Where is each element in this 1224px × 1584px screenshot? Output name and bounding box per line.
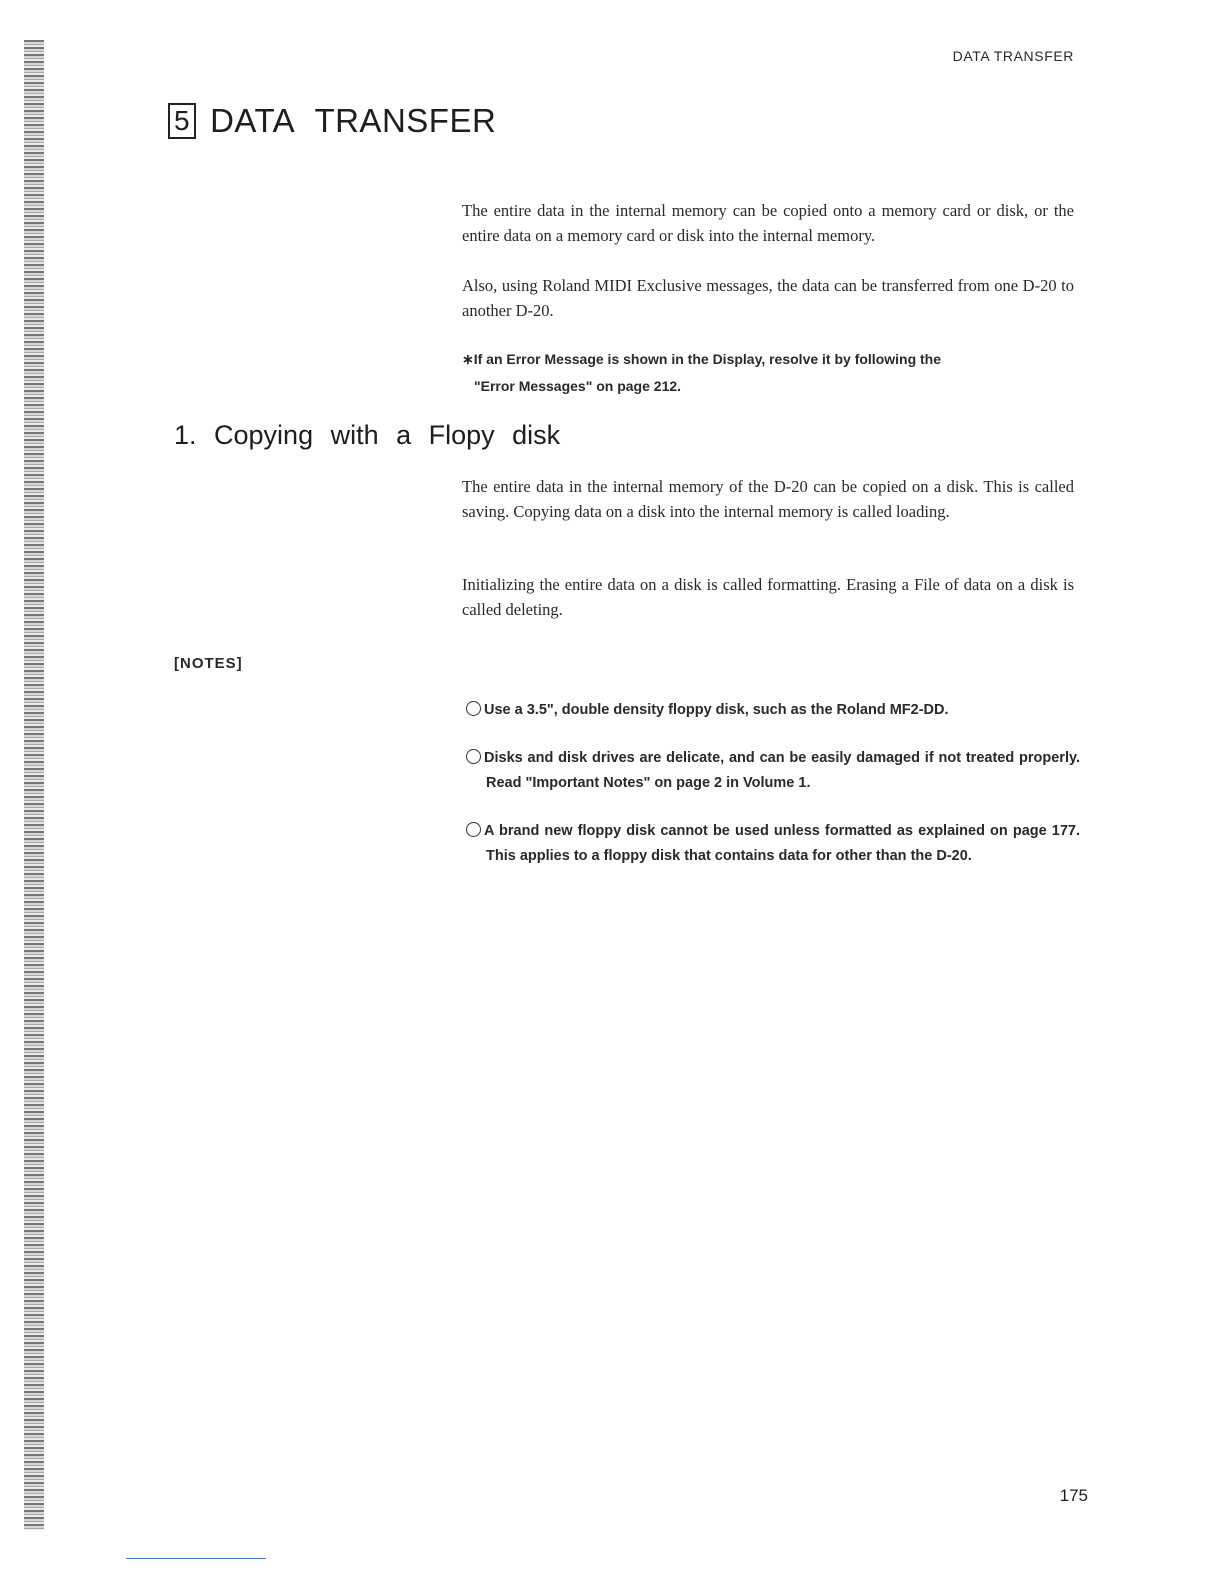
note-item-text: Disks and disk drives are delicate, and can be easily damaged if not treated properly. Read "Important Notes" on page 2 in Volume 1.	[484, 750, 1080, 791]
notes-label: [NOTES]	[174, 655, 243, 672]
footer-rule	[126, 1558, 266, 1559]
running-header: DATA TRANSFER	[952, 48, 1074, 64]
intro-paragraph-1: The entire data in the internal memory can be copied onto a memory card or disk, or the entire data on a memory card or disk into the internal memory.	[462, 201, 1074, 245]
error-note-line-1: ∗If an Error Message is shown in the Display, resolve it by following the	[462, 351, 942, 367]
chapter-title-text: DATA TRANSFER	[210, 102, 497, 139]
error-note-line-2: "Error Messages" on page 212.	[474, 378, 682, 394]
note-item-text: A brand new floppy disk cannot be used unless formatted as explained on page 177. This applies to a floppy disk that contains data for other than the D-20.	[484, 823, 1080, 864]
section-title: 1. Copying with a Flopy disk	[174, 420, 561, 450]
section-paragraph-1: The entire data in the internal memory of the D-20 can be copied on a disk. This is called saving. Copying data on a disk into the internal memory is called loading.	[462, 477, 1074, 521]
chapter-title	[168, 102, 496, 140]
chapter-number-box: 5	[168, 103, 196, 139]
circle-bullet-icon	[466, 701, 481, 716]
circle-bullet-icon	[466, 749, 481, 764]
scan-binding-edge	[24, 40, 44, 1530]
error-message-note	[462, 346, 1074, 400]
page-number: 175	[1059, 1486, 1088, 1505]
note-item	[466, 819, 1080, 869]
note-item-text: Use a 3.5", double density floppy disk, such as the Roland MF2-DD.	[484, 702, 949, 718]
note-item	[466, 698, 1080, 723]
section-paragraph-2: Initializing the entire data on a disk is called formatting. Erasing a File of data on a disk is called deleting.	[462, 575, 1074, 619]
intro-paragraph-2: Also, using Roland MIDI Exclusive messages, the data can be transferred from one D-20 to another D-20.	[462, 276, 1074, 320]
notes-list	[466, 698, 1080, 892]
note-item	[466, 746, 1080, 796]
circle-bullet-icon	[466, 822, 481, 837]
